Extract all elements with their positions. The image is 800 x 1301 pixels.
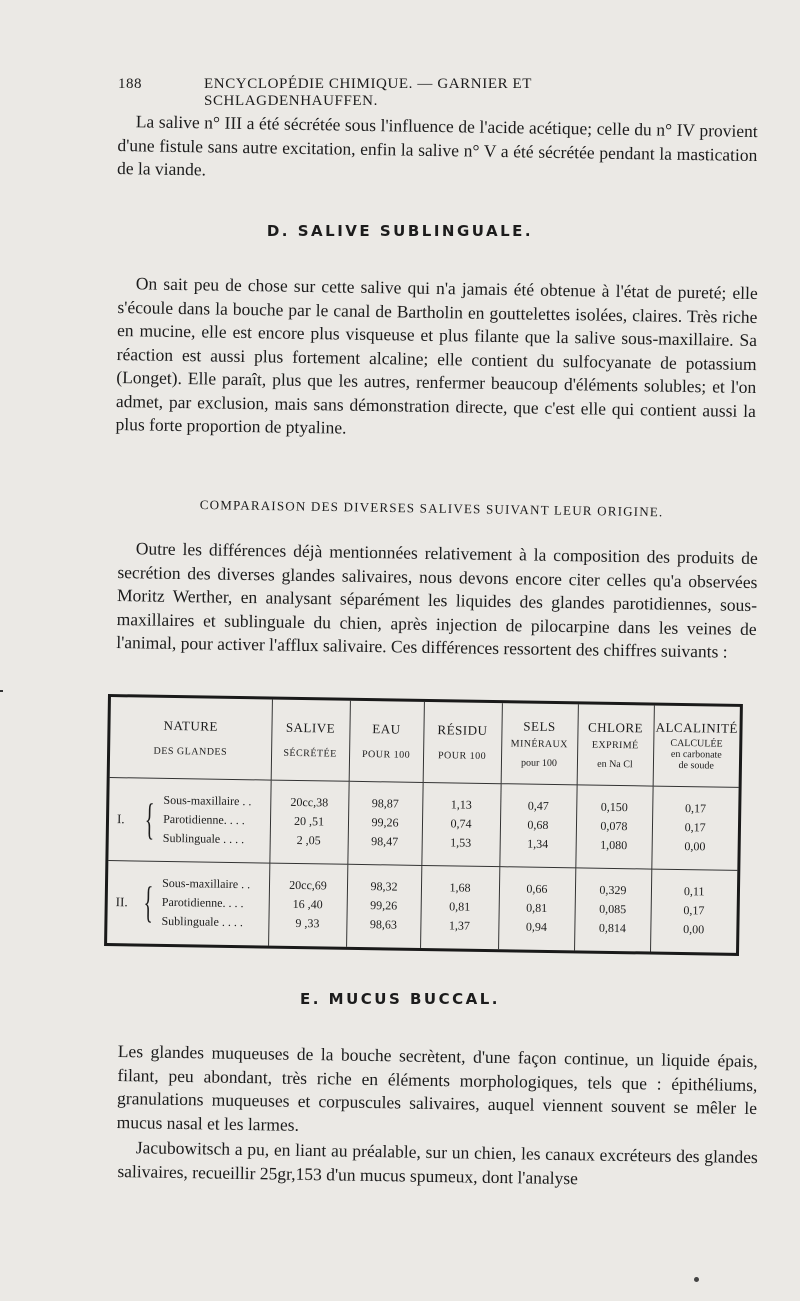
section-d-paragraph: On sait peu de chose sur cette salive qui n'a jamais été obtenue à l'état de pureté; elle s'écoule dans la bouche par le canal de Bartholin en gouttelettes isolées, claires. Très riche en mucine, elle est encore plus visqueuse et plus filante que la salive sous-maxillaire. Sa réaction est aussi plus fortement alcaline; elle contient du sulfocyanate de potassium (Longet). Elle paraît, plus que les autres, renfermer beaucoup d'éléments solubles; et l'on admet, par exclusion, mais sans démonstration directe, que c'est elle qui contient aussi la plus forte proportion de ptyaline.: [115, 273, 758, 438]
header-chlore: CHLORE EXPRIMÉ en Na Cl: [577, 704, 654, 785]
running-header: [118, 76, 688, 110]
group-2-alcalinite: 0,11 0,17 0,00: [683, 884, 705, 937]
group-2-chlore: 0,329 0,085 0,814: [574, 868, 651, 952]
header-sels: SELS MINÉRAUX pour 100: [501, 703, 578, 784]
header-eau: EAU POUR 100: [349, 701, 424, 782]
margin-mark: [0, 690, 3, 692]
header-residu: RÉSIDU POUR 100: [423, 702, 502, 783]
section-e-paragraph-1: Les glandes muqueuses de la bouche secrètent, d'une façon continue, un liquide épais, filant, peu abondant, très riche en éléments morphologiques, tels que : épithéliums, granulations muqueuses et corpuscules salivaires, auquel viennent souvent se mêler le mucus nasal et les larmes.: [116, 1040, 758, 1135]
ink-speck: [694, 1277, 699, 1282]
group-1-alcalinite: 0,17 0,17 0,00: [651, 786, 738, 871]
header-alcalinite: ALCALINITÉ CALCULÉE en carbonate de soude: [653, 706, 740, 787]
section-e-paragraph-2: Jacubowitsch a pu, en liant au préalable, sur un chien, les canaux excréteurs des glandes salivaires, recueillir 25gr,153 d'un mucus spumeux, dont l'analyse: [117, 1137, 758, 1188]
group-1-salive: 20cc,38 20 ,51 2 ,05: [269, 780, 348, 865]
page-number: 188: [118, 76, 142, 92]
group-1-chlore: 0,150 0,078 1,080: [575, 784, 652, 869]
comparison-paragraph: Outre les différences déjà mentionnées relativement à la composition des produits de secrétion des diverses glandes salivaires, nous devons encore citer celles qu'a observées Moritz Werther, en analysant séparément les liquides des glandes parotidiennes, sous-maxillaires et sublinguale du chien, après injection de pilocarpine dans les veines de l'animal, pour activer l'afflux salivaire. Ces différences ressortent des chiffres suivants :: [116, 538, 758, 662]
table-row-group-1: [108, 777, 738, 870]
comparison-heading: COMPARAISON DES DIVERSES SALIVES SUIVANT LEUR ORIGINE.: [199, 497, 664, 520]
group-2-sels: 0,66 0,81 0,94: [498, 867, 575, 951]
section-e-heading: E. MUCUS BUCCAL.: [300, 990, 500, 1008]
header-salive: SALIVE SÉCRÉTÉE: [271, 700, 350, 781]
group-1-eau: 98,87 99,26 98,47: [347, 781, 422, 865]
intro-paragraph: La salive n° III a été sécrétée sous l'influence de l'acide acétique; celle du n° IV provient d'une fistule sans autre excitation, enfin la salive n° V a été sécrétée pendant la mastication de la viande.: [116, 111, 758, 180]
group-1-glands: I. { Sous-maxillaire . . Parotidienne. . . . Sublinguale . . . .: [108, 777, 270, 863]
table-header-row: [110, 697, 740, 787]
group-2-residu: 1,68 0,81 1,37: [420, 865, 499, 949]
table-row-group-2: [107, 860, 737, 953]
saliva-comparison-table: [104, 694, 743, 956]
group-1-residu: 1,13 0,74 1,53: [421, 782, 500, 867]
section-d-heading: D. SALIVE SUBLINGUALE.: [266, 222, 534, 240]
group-2-glands: II. { Sous-maxillaire . . Parotidienne. . . . Sublinguale . . . .: [107, 860, 269, 945]
running-title: ENCYCLOPÉDIE CHIMIQUE. — GARNIER ET SCHLAGDENHAUFFEN.: [204, 76, 532, 109]
group-2-eau: 98,32 99,26 98,63: [346, 864, 421, 948]
group-1-sels: 0,47 0,68 1,34: [499, 783, 576, 868]
group-2-salive: 20cc,69 16 ,40 9 ,33: [268, 863, 347, 947]
header-nature: NATURE DES GLANDES: [110, 697, 272, 780]
